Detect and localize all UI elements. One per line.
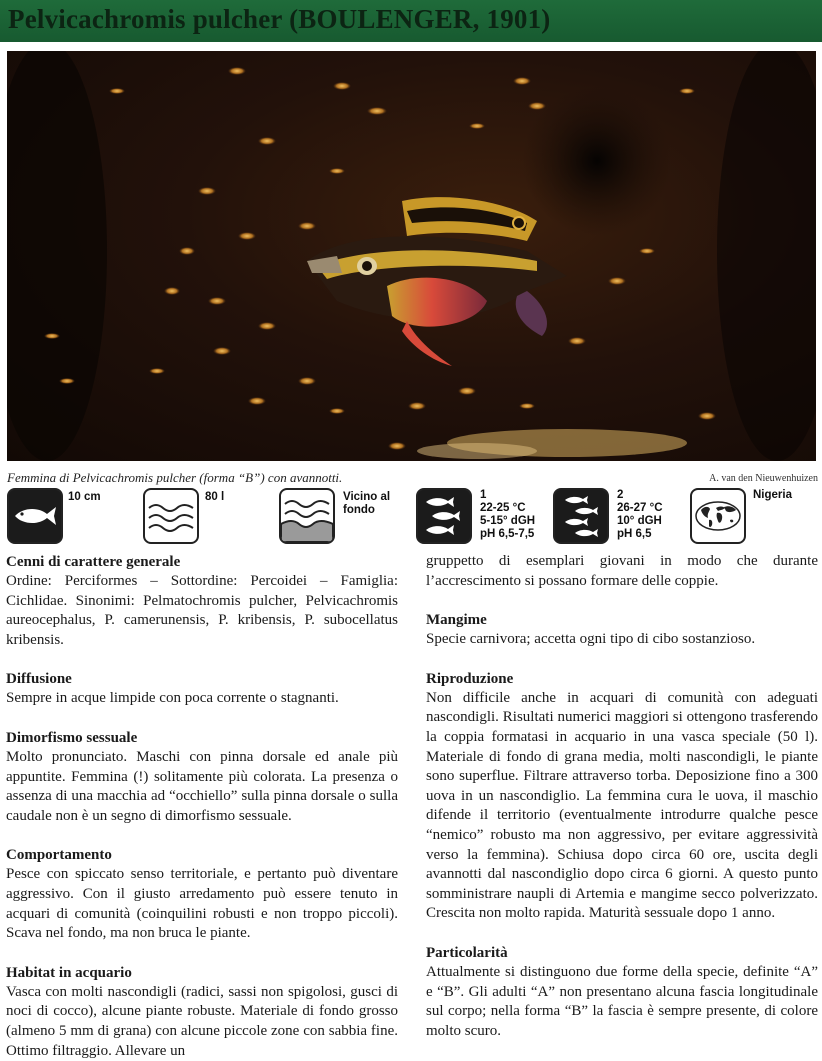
- volume-label: 80 l: [205, 491, 225, 503]
- page-title: Pelvicachromis pulcher (BOULENGER, 1901): [8, 4, 551, 34]
- title-bar: [0, 0, 822, 42]
- fish-length-icon: [7, 488, 63, 544]
- section-heading: Habitat in acquario: [6, 964, 132, 981]
- section-heading: Dimorfismo sessuale: [6, 729, 138, 746]
- section-comportamento: [6, 845, 398, 943]
- section-body: gruppetto di esemplari giovani in modo che durante l’accrescimento si possano formare delle coppie.: [426, 553, 818, 589]
- photo-credit: A. van den Nieuwenhuizen: [709, 473, 818, 484]
- conditions-2-label: 2 26-27 °C 10° dGH pH 6,5: [617, 489, 663, 540]
- origin-label: Nigeria: [753, 489, 792, 501]
- aquarium-volume-icon: [143, 488, 199, 544]
- section-body: Vasca con molti nascondigli (radici, sassi non spigolosi, gusci di noci di cocco), alcune piante robuste. Materiale di fondo grosso (almeno 5 mm di grana) con alcune piccole zone con sabbia fine. Ottimo filtraggio. Allevare un: [6, 983, 398, 1059]
- text-column-left: [6, 552, 398, 1061]
- section-mangime: [426, 610, 818, 650]
- section-diffusione: [6, 669, 398, 709]
- section-habitat-continued: [426, 552, 818, 591]
- world-map-icon: [690, 488, 746, 544]
- fish-photo: [7, 51, 816, 461]
- text-column-right: [426, 552, 818, 1041]
- section-particolarita: [426, 943, 818, 1041]
- zone-label: Vicino al fondo: [343, 491, 391, 516]
- swimming-zone-icon: [279, 488, 335, 544]
- section-body: Sempre in acque limpide con poca corrente o stagnanti.: [6, 690, 339, 707]
- section-heading: Mangime: [426, 612, 487, 629]
- section-body: Non difficile anche in acquari di comunità con adeguati nascondigli. Risultati numerici maggiori si ottengono trasferendo la coppia formatasi in acquario in una vasca speciale (50 l). Materiale di fondo di grana media, molti nascondigli, le piante sono superflue. Filtrare attraverso torba. Deposizione fino a 300 uova in un nascondiglio. La femmina cura le uova, il maschio difende il territorio (eventualmente introdurre qualche pesce “nemico” robusto ma non aggressivo, per evitare aggressività verso la femmina). Schiusa dopo circa 60 ore, uscita degli avannotti dal nascondiglio dopo circa 6 giorni. A questo punto somministrare naupli di Artemia e mangime secco polverizzato. Crescita non molto rapida. Maturità sessuale dopo 1 anno.: [426, 689, 818, 922]
- section-heading: Particolarità: [426, 944, 508, 961]
- conditions-1-label: 1 22-25 °C 5-15° dGH pH 6,5-7,5: [480, 489, 536, 540]
- size-label: 10 cm: [68, 491, 101, 503]
- section-body: Ordine: Perciformes – Sottordine: Percoidei – Famiglia: Cichlidae. Sinonimi: Pelmatochromis pulcher, Pelvicachromis aureocephalus, P. camerunensis, P. kribensis, P. subocellatus kribensis.: [6, 573, 398, 648]
- section-dimorfismo: [6, 728, 398, 826]
- fish-photo-illustration: [7, 51, 816, 461]
- section-heading: Comportamento: [6, 847, 112, 864]
- section-heading: Diffusione: [6, 671, 72, 688]
- section-heading: Riproduzione: [426, 670, 514, 687]
- fish-group-icon: [416, 488, 472, 544]
- fish-group-icon: [553, 488, 609, 544]
- section-body: Pesce con spiccato senso territoriale, e pertanto può diventare aggressivo. Con il giusto arredamento può essere tenuto in acquari di comunità (coinquilini robusti e non troppo piccoli). Scava nel fondo, ma non bruca le piante.: [6, 866, 398, 942]
- section-body: Molto pronunciato. Maschi con pinna dorsale ed anale più appuntite. Femmina (!) solitamente più colorata. La presenza o assenza di una macchia ad “occhiello” sulla pinna dorsale o sulla caudale non è un segno di dimorfismo sessuale.: [6, 748, 398, 824]
- section-body: Attualmente si distinguono due forme della specie, definite “A” e “B”. Gli adulti “A” non presentano alcuna fascia longitudinale sul corpo; nella forma “B” la fascia è sempre presente, di colore molto scuro.: [426, 963, 818, 1039]
- section-body: Specie carnivora; accetta ogni tipo di cibo sostanzioso.: [426, 631, 756, 648]
- photo-caption: Femmina di Pelvicachromis pulcher (forma “B”) con avannotti.: [7, 470, 343, 485]
- section-heading: Cenni di carattere generale: [6, 554, 181, 570]
- section-cenni: [6, 552, 398, 650]
- section-habitat: [6, 963, 398, 1061]
- section-riproduzione: [426, 669, 818, 924]
